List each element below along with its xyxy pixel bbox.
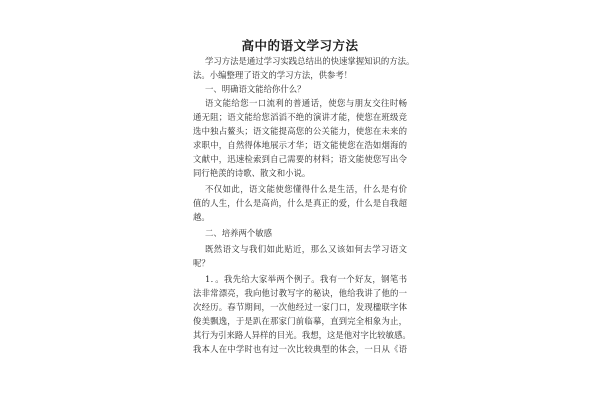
paragraph-line: 既然语文与我们如此贴近，那么又该如何去学习语文 [205,244,407,254]
paragraph-line: 次经历。春节期间，一次他经过一家门口，发现楹联字体 [193,302,407,312]
paragraph-line: 文献中，迅速检索到自己需要的材料；语文能使您写出令 [193,154,407,164]
paragraph-line: 法非常漂亮，我向他讨教写字的秘诀，他给我讲了他的一 [193,288,407,298]
paragraph-line: 选中独占鳌头；语文能提高您的公关能力，使您在未来的 [193,126,407,136]
paragraph-line: 语文能给您一口流利的普通话，使您与朋友交往时畅 [205,98,407,108]
paragraph-line: 同行艳羡的诗歌、散文和小说。 [193,168,311,178]
paragraph-line: 值的人生，什么是高尚，什么是真正的爱，什么是自我超 [193,198,407,208]
paragraph-line: 学习方法是通过学习实践总结出的快速掌握知识的方法。 [205,56,415,66]
document-title: 高中的语文学习方法 [241,38,359,53]
paragraph-line: 越。 [193,212,210,222]
paragraph-line: 通无阻；语文能给您滔滔不绝的演讲才能，使您在班级竞 [193,112,407,122]
paragraph-line: 我本人在中学时也有过一次比较典型的体会，一日从《语 [193,344,407,354]
paragraph-line: 法。小编整理了语文的学习方法，供参考！ [193,70,353,80]
paragraph-line: 俊美飘逸，于是趴在那家门前临摹，直到完全相象为止， [193,316,407,326]
paragraph-line: 求职中，自然得体地展示才华；语文能使您在浩如烟海的 [193,140,407,150]
paragraph-line: 1．。我先给大家举两个例子。我有一个好友，钢笔书 [205,274,407,284]
document-page [193,0,415,400]
paragraph-line: 呢？ [193,258,210,268]
paragraph-line: 不仅如此，语文能使您懂得什么是生活，什么是有价 [205,184,407,194]
section-heading: 一、明确语文能给你什么？ [205,84,306,94]
paragraph-line: 其行为引来路人异样的目光。我想，这是他对字比较敏感。 [193,330,411,340]
section-heading: 二、培养两个敏感 [205,228,272,238]
